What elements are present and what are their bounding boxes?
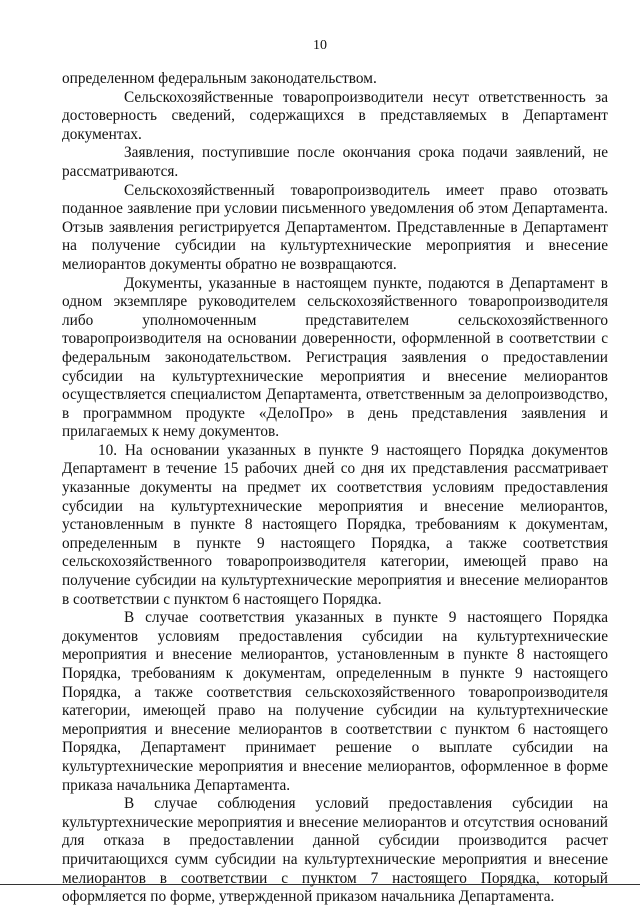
- paragraph-compliance-decision: В случае соответствия указанных в пункте 9 настоящего Порядка документов условиям предоставления субсидии на культуртехнические мероприятия и внесение мелиорантов, установленным в пункте 8 настоящего Порядка, требованиям к документам, определенным в пункте 9 настоящего Порядка, а также соответствия сельскохозяйственного товаропроизводителя категории, имеющей право на получение субсидии на культуртехнические мероприятия и внесение мелиорантов в соответствии с пунктом 6 настоящего Порядка, Департамент принимает решение о выплате субсидии на культуртехнические мероприятия и внесение мелиорантов, оформленное в форме приказа начальника Департамента.: [62, 609, 608, 794]
- page-number: 10: [313, 38, 327, 53]
- document-body: [62, 70, 608, 907]
- paragraph-late-applications: Заявления, поступившие после окончания срока подачи заявлений, не рассматриваются.: [62, 144, 608, 180]
- paragraph-item-10: 10. На основании указанных в пункте 9 настоящего Порядка документов Департамент в течение 15 рабочих дней со дня их представления рассматривает указанные документы на предмет их соответствия условиям предоставления субсидии на культуртехнические мероприятия и внесение мелиорантов, установленным в пункте 8 настоящего Порядка, требованиям к документам, определенным в пункте 9 настоящего Порядка, а также соответствия сельскохозяйственного товаропроизводителя категории, имеющей право на получение субсидии на культуртехнические мероприятия и внесение мелиорантов в соответствии с пунктом 6 настоящего Порядка.: [62, 441, 608, 608]
- paragraph-subsidy-calculation: В случае соблюдения условий предоставления субсидии на культуртехнические мероприятия и внесение мелиорантов и отсутствия оснований для отказа в предоставлении данной субсидии производится расчет причитающихся сумм субсидии на культуртехнические мероприятия и внесение мелиорантов в соответствии с пунктом 7 настоящего Порядка, который оформляется по форме, утвержденной приказом начальника Департамента.: [62, 795, 608, 906]
- footer-divider: [0, 884, 640, 885]
- paragraph-continuation: определенном федеральным законодательством.: [62, 70, 377, 87]
- paragraph-withdrawal: Сельскохозяйственный товаропроизводитель имеет право отозвать поданное заявление при условии письменного уведомления об этом Департамента. Отзыв заявления регистрируется Департаментом. Представленные в Департамент на получение субсидии на культуртехнические мероприятия и внесение мелиорантов документы обратно не возвращаются.: [62, 181, 608, 273]
- paragraph-submission: Документы, указанные в настоящем пункте, подаются в Департамент в одном экземпляре руководителем сельскохозяйственного товаропроизводителя либо уполномоченным представителем сельскохозяйственного товаропроизводителя на основании доверенности, оформленной в соответствии с федеральным законодательством. Регистрация заявления о предоставлении субсидии на культуртехнические мероприятия и внесение мелиорантов осуществляется специалистом Департамента, ответственным за делопроизводство, в программном продукте «ДелоПро» в день представления заявления и прилагаемых к нему документов.: [62, 274, 608, 441]
- paragraph-responsibility: Сельскохозяйственные товаропроизводители несут ответственность за достоверность сведений, содержащихся в представляемых в Департамент документах.: [62, 88, 608, 143]
